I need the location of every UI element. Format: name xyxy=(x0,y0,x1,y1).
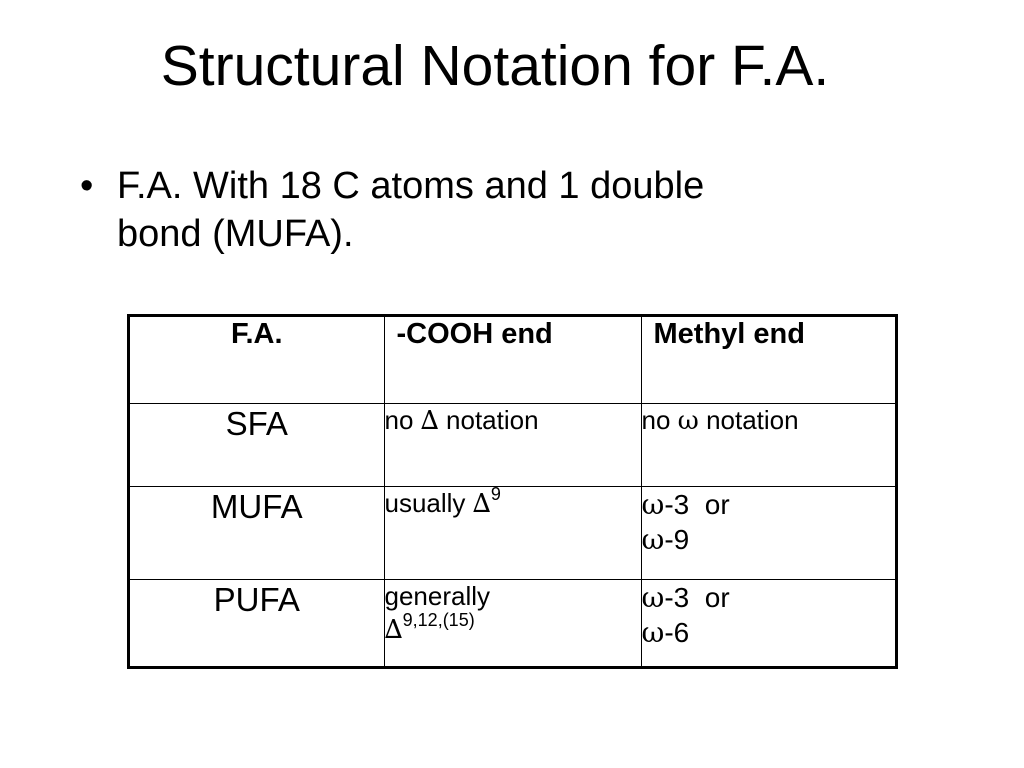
table-row-mufa xyxy=(130,486,895,579)
cooh-mufa-prefix: usually xyxy=(384,487,473,518)
omega-symbol: ω xyxy=(641,522,665,556)
slide-title: Structural Notation for F.A. xyxy=(160,34,830,98)
header-fa: F.A. xyxy=(130,317,384,403)
omega-symbol: ω xyxy=(641,615,665,649)
cell-cooh-pufa xyxy=(384,579,641,669)
bullet-marker: • xyxy=(80,165,94,207)
methyl-sfa-suffix: notation xyxy=(698,404,799,435)
bullet-list xyxy=(80,162,900,258)
header-methyl-end: Methyl end xyxy=(641,317,895,403)
omega-symbol: ω xyxy=(641,580,665,614)
cooh-sfa-prefix: no xyxy=(384,404,421,435)
methyl-mufa-line-1-text: -3 or xyxy=(664,488,730,520)
notation-table-frame xyxy=(127,314,898,669)
bullet-text-line-1: F.A. With 18 C atoms and 1 double xyxy=(117,165,705,207)
methyl-pufa-line-1 xyxy=(642,580,896,615)
cell-methyl-mufa xyxy=(641,486,895,579)
cooh-pufa-line-2 xyxy=(384,609,641,647)
header-cooh-end: -COOH end xyxy=(384,317,641,403)
bullet-item xyxy=(80,162,900,258)
table-row-pufa xyxy=(130,579,895,669)
methyl-pufa-line-1-text: -3 or xyxy=(664,581,730,613)
methyl-mufa-line-2-text: -9 xyxy=(664,523,690,555)
cell-methyl-pufa xyxy=(641,579,895,669)
omega-symbol: ω xyxy=(641,487,665,521)
methyl-mufa-line-1 xyxy=(642,487,896,522)
notation-table xyxy=(130,317,895,669)
omega-symbol: ω xyxy=(677,405,699,436)
methyl-pufa-line-2-text: -6 xyxy=(664,616,690,648)
cell-fa-sfa: SFA xyxy=(130,403,384,486)
cell-fa-pufa: PUFA xyxy=(130,579,384,669)
delta-symbol: ∆ xyxy=(384,614,403,645)
cell-fa-mufa: MUFA xyxy=(130,486,384,579)
bullet-text-line-2: bond (MUFA). xyxy=(117,213,354,255)
methyl-pufa-line-2 xyxy=(642,615,896,650)
methyl-sfa-prefix: no xyxy=(641,404,678,435)
methyl-mufa-line-2 xyxy=(642,522,896,557)
delta-symbol: ∆ xyxy=(420,405,439,436)
table-header-row xyxy=(130,317,895,403)
cell-cooh-mufa xyxy=(384,483,641,579)
delta-symbol: ∆ xyxy=(472,488,491,519)
cell-methyl-sfa xyxy=(641,403,895,486)
cooh-pufa-line-1: generally xyxy=(384,580,491,611)
cooh-mufa-superscript: 9 xyxy=(490,483,501,504)
table-row-sfa xyxy=(130,403,895,486)
cell-cooh-sfa xyxy=(384,403,641,486)
cooh-pufa-superscript: 9,12,(15) xyxy=(402,609,475,630)
cooh-sfa-suffix: notation xyxy=(438,404,539,435)
